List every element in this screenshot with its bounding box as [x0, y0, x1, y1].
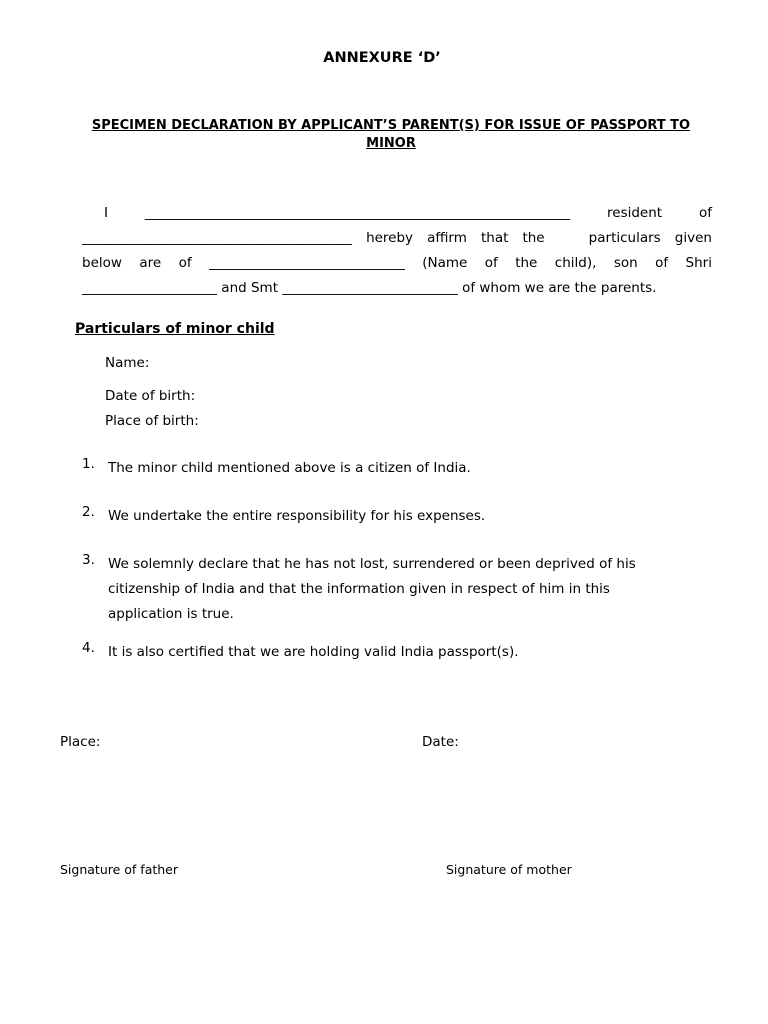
word: below — [82, 255, 122, 271]
child-name-blank: _____________________________ — [209, 255, 405, 271]
word: of — [484, 255, 498, 271]
particulars-heading: Particulars of minor child — [75, 321, 275, 337]
item-text: We solemnly declare that he has not lost, surrendered or been deprived of his citizenship of India and that the information given in respect of him in this application is true. — [108, 556, 636, 622]
item-number: 3. — [82, 552, 95, 568]
mother-signature-label: Signature of mother — [446, 862, 572, 877]
document-title: SPECIMEN DECLARATION BY APPLICANT’S PARENT(S) FOR ISSUE OF PASSPORT TO MINOR — [91, 118, 691, 151]
word: Shri — [685, 255, 712, 271]
word: of — [178, 255, 192, 271]
place-label: Place: — [60, 734, 101, 750]
word: I — [104, 205, 108, 221]
name-field-label: Name: — [105, 355, 150, 371]
declaration-line-3 — [82, 255, 712, 280]
item-number: 2. — [82, 504, 95, 520]
word: are — [139, 255, 162, 271]
word: given — [674, 230, 712, 246]
word: the — [515, 255, 538, 271]
declaration-line-2 — [82, 230, 712, 255]
annexure-heading: ANNEXURE ‘D’ — [323, 50, 441, 66]
word: resident — [607, 205, 663, 221]
word: hereby — [366, 230, 414, 246]
item-text: The minor child mentioned above is a citizen of India. — [108, 460, 471, 476]
word: that — [480, 230, 509, 246]
dob-field-label: Date of birth: — [105, 388, 196, 404]
list-item — [82, 456, 682, 481]
list-item — [82, 640, 682, 665]
word: child), — [554, 255, 597, 271]
applicant-name-blank: _______________________________________________________________ — [144, 205, 571, 221]
word: of — [655, 255, 669, 271]
item-number: 4. — [82, 640, 95, 656]
declaration-line-1 — [82, 205, 712, 230]
father-signature-label: Signature of father — [60, 862, 179, 877]
list-item — [82, 552, 658, 627]
pob-field-label: Place of birth: — [105, 413, 199, 429]
declaration-line-4: ____________________ and Smt __________________________ of whom we are the parents. — [82, 280, 657, 296]
date-label: Date: — [422, 734, 459, 750]
declaration-paragraph — [82, 205, 712, 305]
item-number: 1. — [82, 456, 95, 472]
residence-blank: ________________________________________ — [82, 230, 352, 246]
list-item — [82, 504, 682, 529]
word: the — [522, 230, 545, 246]
item-text: It is also certified that we are holding valid India passport(s). — [108, 644, 519, 660]
item-text: We undertake the entire responsibility for his expenses. — [108, 508, 486, 524]
word: particulars — [588, 230, 661, 246]
word: son — [613, 255, 638, 271]
word: of — [698, 205, 712, 221]
word: affirm — [427, 230, 467, 246]
word: (Name — [422, 255, 468, 271]
